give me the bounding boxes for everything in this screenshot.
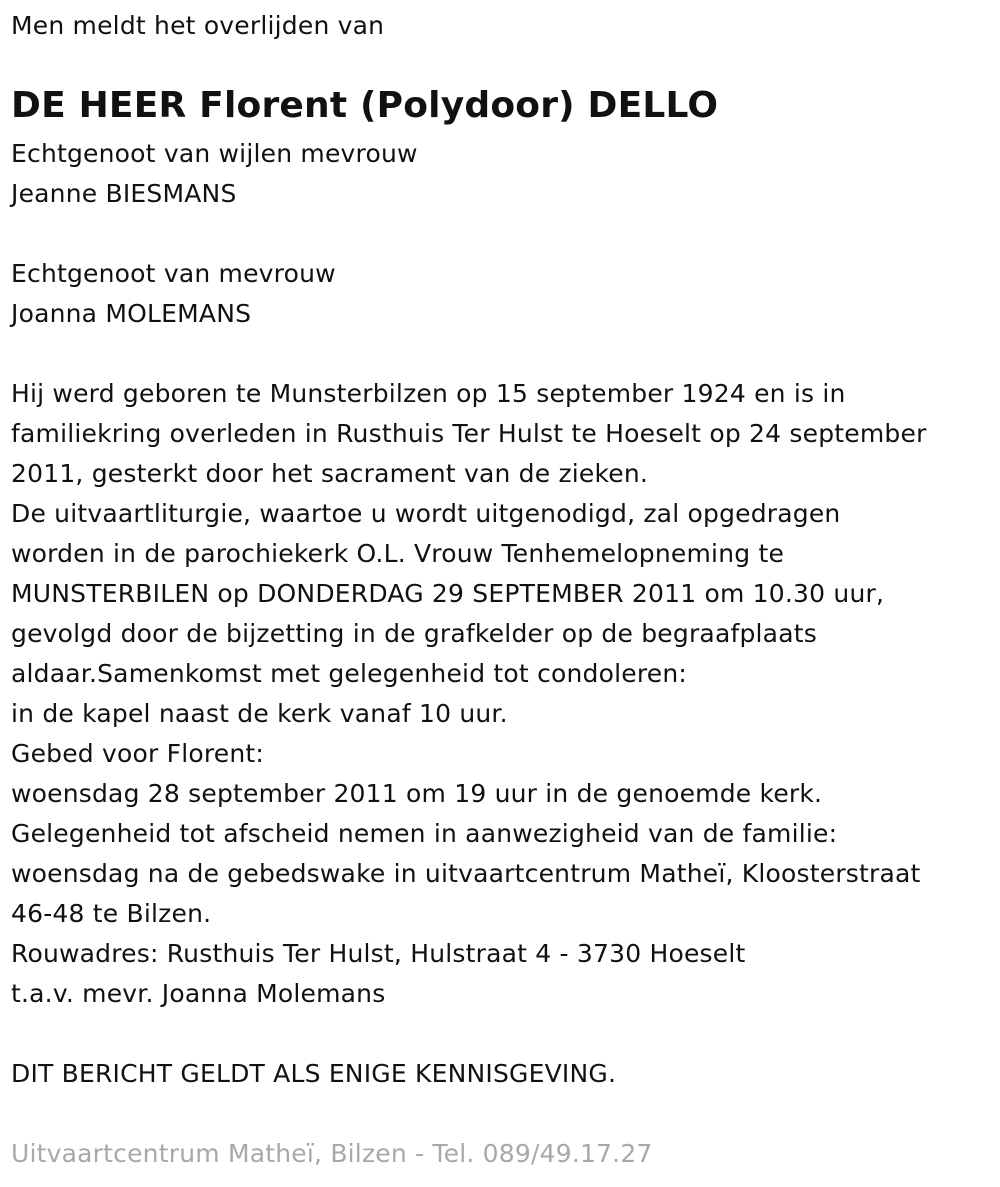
body-line: worden in de parochiekerk O.L. Vrouw Tenhemelopneming te	[11, 539, 785, 568]
footer-funeral-home: Uitvaartcentrum Matheï, Bilzen - Tel. 089/49.17.27	[11, 1139, 653, 1168]
notice-statement: DIT BERICHT GELDT ALS ENIGE KENNISGEVING.	[11, 1059, 617, 1088]
body-line: aldaar.Samenkomst met gelegenheid tot condoleren:	[11, 659, 688, 688]
spouse-name: Joanna MOLEMANS	[11, 299, 252, 328]
notice-body	[11, 374, 927, 1014]
intro-text: Men meldt het overlijden van	[11, 11, 385, 40]
body-line: familiekring overleden in Rusthuis Ter Hulst te Hoeselt op 24 september	[11, 419, 927, 448]
body-line: MUNSTERBILEN op DONDERDAG 29 SEPTEMBER 2011 om 10.30 uur,	[11, 579, 885, 608]
late-spouse-label: Echtgenoot van wijlen mevrouw	[11, 139, 418, 168]
body-line: Gelegenheid tot afscheid nemen in aanwezigheid van de familie:	[11, 819, 838, 848]
spouse-label: Echtgenoot van mevrouw	[11, 259, 336, 288]
body-line: Rouwadres: Rusthuis Ter Hulst, Hulstraat 4 - 3730 Hoeselt	[11, 939, 746, 968]
body-line: Gebed voor Florent:	[11, 739, 265, 768]
body-line: 46-48 te Bilzen.	[11, 899, 212, 928]
body-line: Hij werd geboren te Munsterbilzen op 15 september 1924 en is in	[11, 379, 846, 408]
body-line: in de kapel naast de kerk vanaf 10 uur.	[11, 699, 508, 728]
body-line: gevolgd door de bijzetting in de grafkelder op de begraafplaats	[11, 619, 817, 648]
spouse-block	[11, 254, 336, 334]
body-line: woensdag 28 september 2011 om 19 uur in de genoemde kerk.	[11, 779, 823, 808]
deceased-name: DE HEER Florent (Polydoor) DELLO	[11, 85, 719, 126]
body-line: t.a.v. mevr. Joanna Molemans	[11, 979, 386, 1008]
body-line: woensdag na de gebedswake in uitvaartcentrum Matheï, Kloosterstraat	[11, 859, 921, 888]
notice-statement-block	[11, 1054, 616, 1094]
body-line: De uitvaartliturgie, waartoe u wordt uitgenodigd, zal opgedragen	[11, 499, 841, 528]
body-line: 2011, gesterkt door het sacrament van de zieken.	[11, 459, 649, 488]
late-spouse-block	[11, 134, 418, 214]
late-spouse-name: Jeanne BIESMANS	[11, 179, 237, 208]
